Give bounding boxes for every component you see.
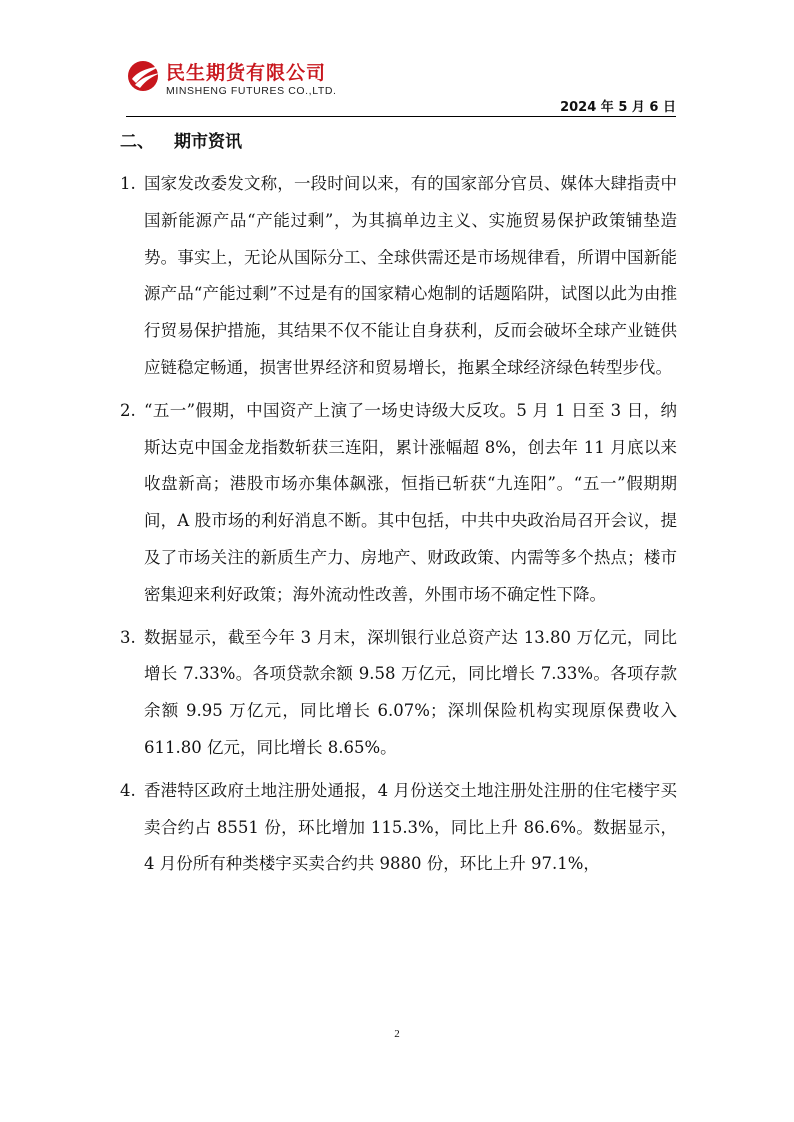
news-item [120,393,677,614]
news-item [120,773,677,883]
company-name-en: MINSHENG FUTURES CO.,LTD. [166,85,337,97]
news-item-text: “五一”假期，中国资产上演了一场史诗级大反攻。5 月 1 日至 3 日，纳斯达克中国金龙指数斩获三连阳，累计涨幅超 8%，创去年 11 月底以来收盘新高；港股市场亦集体飙涨，恒指已斩获“九连阳”。“五一”假期期间，A 股市场的利好消息不断。其中包括，中共中央政治局召开会议，提及了市场关注的新质生产力、房地产、财政政策、内需等多个热点；楼市密集迎来利好政策；海外流动性改善，外围市场不确定性下降。 [144,400,677,604]
news-item-number: 1. [120,174,136,193]
header-divider [126,116,676,117]
news-item-number: 3. [120,627,136,647]
news-item-number: 4. [120,780,136,800]
news-item-number: 2. [120,400,136,420]
news-list [120,166,677,889]
news-item-text: 数据显示，截至今年 3 月末，深圳银行业总资产达 13.80 万亿元，同比增长 7.33%。各项贷款余额 9.58 万亿元，同比增长 7.33%。各项存款余额 9.95 万亿元，同比增长 6.07%；深圳保险机构实现原保费收入 611.80 亿元，同比增长 8.65%。 [144,627,677,757]
news-item [120,620,677,767]
section-heading [120,127,242,152]
report-date: 2024 年 5 月 6 日 [560,100,676,115]
section-title: 期市资讯 [174,132,242,152]
minsheng-logo-icon [126,58,162,92]
page-header [126,58,676,118]
section-number: 二、 [120,132,154,152]
news-item-text: 国家发改委发文称，一段时间以来，有的国家部分官员、媒体大肆指责中国新能源产品“产能过剩”，为其搞单边主义、实施贸易保护政策铺垫造势。事实上，无论从国际分工、全球供需还是市场规律看，所谓中国新能源产品“产能过剩”不过是有的国家精心炮制的话题陷阱，试图以此为由推行贸易保护措施，其结果不仅不能让自身获利，反而会破坏全球产业链供应链稳定畅通，损害世界经济和贸易增长，拖累全球经济绿色转型步伐。 [144,174,677,377]
company-name-cn: 民生期货有限公司 [166,62,327,84]
page-number: 2 [394,1028,400,1040]
news-item [120,166,677,387]
news-item-text: 香港特区政府土地注册处通报，4 月份送交土地注册处注册的住宅楼宇买卖合约占 8551 份，环比增加 115.3%，同比上升 86.6%。数据显示，4 月份所有种类楼宇买卖合约共 9880 份，环比上升 97.1%， [144,780,677,874]
